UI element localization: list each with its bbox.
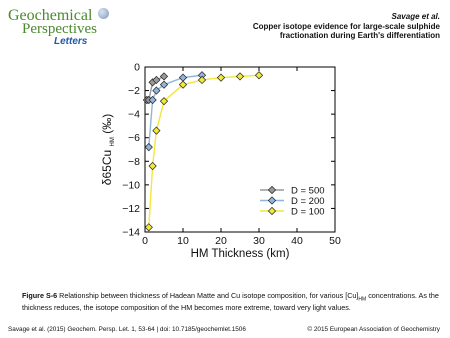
x-tick-label: 40 <box>291 235 303 247</box>
legend-marker <box>268 207 275 214</box>
header-title-line1: Copper isotope evidence for large-scale sulphide <box>252 21 440 31</box>
logo-line2: Perspectives <box>22 21 97 37</box>
y-tick-label: −6 <box>128 132 140 145</box>
chart-series <box>143 72 262 231</box>
legend-label: D = 500 <box>291 185 325 197</box>
y-tick-label: −4 <box>128 108 140 121</box>
legend-marker <box>268 186 275 193</box>
data-point <box>160 73 167 80</box>
legend-label: D = 200 <box>291 196 325 207</box>
footer-source: Savage et al. (2015) Geochem. Persp. Let. 1, 53-64 | doi: 10.7185/geochemlet.1506 <box>8 326 246 333</box>
data-point <box>145 224 152 231</box>
series-line <box>149 75 202 147</box>
data-point <box>179 74 186 81</box>
caption-text-b: concentrations. As the thickness reduces, the isotope composition of the HM becomes more extreme, toward very light values. <box>22 291 439 313</box>
y-axis-label: δ65Cu $_{HM}$ (‰) <box>100 113 116 186</box>
legend-marker <box>268 197 275 204</box>
logo-line3: Letters <box>54 36 88 47</box>
data-point <box>236 73 243 80</box>
caption-subscript: HM <box>358 296 367 303</box>
figure-caption <box>22 292 440 313</box>
x-tick-label: 0 <box>142 235 148 247</box>
chart-legend <box>260 186 325 218</box>
footer-copyright: © 2015 European Association of Geochemistry <box>307 326 440 333</box>
x-axis-label: HM Thickness (km) <box>190 248 290 260</box>
chart-axes <box>100 62 341 261</box>
data-point <box>149 162 156 169</box>
caption-text-a: Relationship between thickness of Hadean Matte and Cu isotope composition, for various [Cu] <box>59 291 359 300</box>
y-tick-label: 0 <box>134 61 140 74</box>
x-tick-label: 50 <box>329 235 341 247</box>
x-tick-label: 10 <box>177 235 189 247</box>
x-tick-label: 30 <box>253 235 265 247</box>
data-point <box>145 144 152 151</box>
legend-label: D = 100 <box>291 206 325 218</box>
caption-label: Figure S-6 <box>22 291 58 300</box>
data-point <box>255 72 262 79</box>
logo-line1: Geochemical <box>8 7 93 24</box>
series-line <box>149 75 259 227</box>
header-title-line2: fractionation during Earth's differentiation <box>279 31 440 40</box>
y-tick-label: −12 <box>122 202 140 215</box>
x-tick-label: 20 <box>215 235 227 247</box>
y-tick-label: −8 <box>128 155 140 168</box>
data-point <box>217 74 224 81</box>
y-tick-label: −14 <box>122 226 140 239</box>
y-tick-label: −10 <box>122 179 140 192</box>
header-author: Savage et al. <box>391 12 440 21</box>
data-point <box>153 127 160 134</box>
data-point <box>198 76 205 83</box>
y-tick-label: −2 <box>128 85 140 98</box>
